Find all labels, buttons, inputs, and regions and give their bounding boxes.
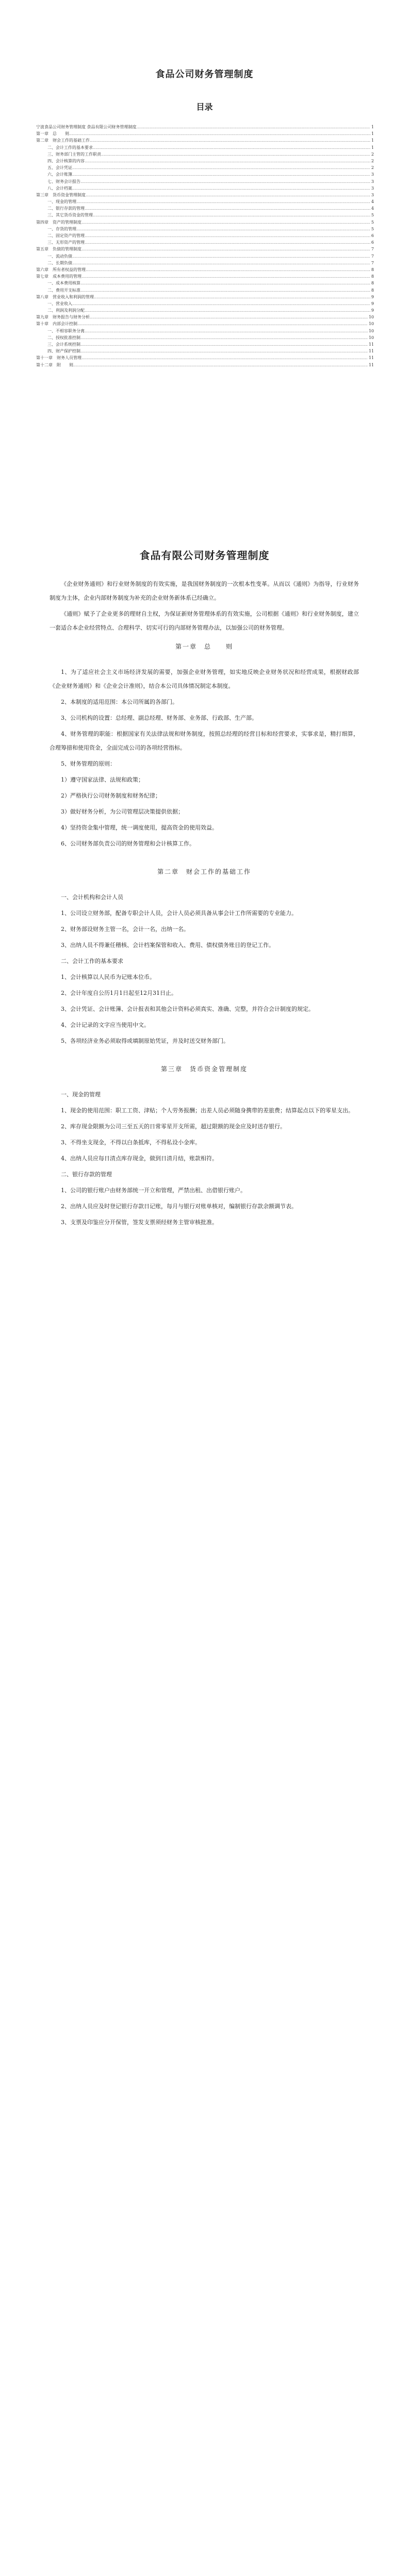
toc-entry[interactable] bbox=[36, 185, 374, 192]
toc-entry-title: 第一章 总 则 bbox=[36, 131, 69, 137]
toc-entry[interactable] bbox=[36, 266, 374, 273]
toc-entry-page: 8 bbox=[371, 287, 374, 293]
toc-entry-page: 2 bbox=[371, 165, 374, 171]
toc-entry-title: 一、不相容职务分离 bbox=[47, 328, 85, 333]
toc-entry[interactable] bbox=[36, 130, 374, 137]
toc-entry[interactable] bbox=[36, 294, 374, 300]
chapter-heading: 第三章 货币资金管理制度 bbox=[160, 1065, 248, 1073]
toc-entry-page: 2 bbox=[371, 158, 374, 163]
toc-entry-page: 8 bbox=[371, 267, 374, 272]
paragraph: 一、会计机构和会计人员 bbox=[61, 894, 123, 901]
toc-entry-page: 4 bbox=[371, 199, 374, 205]
toc-entry-page: 7 bbox=[371, 260, 374, 265]
toc-entry-page: 10 bbox=[368, 321, 374, 327]
toc-entry-page: 11 bbox=[368, 342, 374, 347]
toc-entry[interactable] bbox=[36, 334, 374, 341]
toc-entry-page: 11 bbox=[368, 349, 374, 354]
toc-entry-page: 5 bbox=[371, 213, 374, 218]
toc-entry[interactable] bbox=[36, 151, 374, 158]
toc-entry-title: 八、会计档案 bbox=[47, 185, 72, 191]
paragraph: 2）严格执行公司财务制度和财务纪律； bbox=[61, 792, 161, 799]
toc-leader-dots bbox=[90, 137, 370, 144]
toc-entry-title: 第九章 财务报告与财务分析 bbox=[36, 315, 90, 320]
paragraph: 1、公司的银行账户由财务部统一开立和管理，严禁出租、出借银行账户。 bbox=[61, 1187, 246, 1194]
paragraph: 1）遵守国家法律、法规和政策； bbox=[61, 776, 144, 783]
chapter-heading: 第一章 总 则 bbox=[175, 643, 233, 650]
toc-entry-page: 3 bbox=[371, 172, 374, 177]
toc-leader-dots bbox=[93, 144, 370, 151]
paragraph: 5、财务管理的原则： bbox=[61, 760, 116, 767]
paragraph: 1、公司设立财务部，配备专职会计人员，会计人员必须具备从事会计工作所需要的专业能力。 bbox=[61, 910, 297, 917]
toc-entry[interactable] bbox=[36, 348, 374, 354]
toc-entry-page: 9 bbox=[371, 308, 374, 313]
toc-entry-page: 10 bbox=[368, 328, 374, 333]
paragraph: 二、会计工作的基本要求 bbox=[61, 958, 123, 964]
toc-leader-dots bbox=[80, 348, 368, 354]
toc-leader-dots bbox=[86, 266, 370, 273]
paragraph: 1、为了适应社会主义市场经济发展的需要，加强企业财务管理，如实地反映企业财务状况和经营成果，根据财政部《企业财务通则》和《企业会计准则》，结合本公司具体情况制定本制度。 bbox=[50, 669, 359, 689]
toc-entry-page: 1 bbox=[371, 138, 374, 143]
toc-entry-title: 一、营业收入 bbox=[47, 301, 72, 306]
toc-leader-dots bbox=[80, 341, 368, 348]
paragraph: 6、公司财务部负责公司的财务管理和会计核算工作。 bbox=[61, 840, 195, 847]
paragraph: 3、支票及印鉴应分开保管，签发支票须经财务主管审核批准。 bbox=[61, 1219, 218, 1226]
toc-entry-title: 三、其它货币资金的管理 bbox=[47, 213, 93, 218]
toc-entry-page: 8 bbox=[371, 281, 374, 286]
toc-entry[interactable] bbox=[36, 158, 374, 164]
toc-leader-dots bbox=[90, 314, 368, 320]
toc-leader-dots bbox=[72, 300, 370, 307]
toc-leader-dots bbox=[85, 205, 370, 212]
toc-entry-title: 第六章 所有者权益的管理 bbox=[36, 267, 86, 272]
toc-entry-title: 第七章 成本费用的管理 bbox=[36, 274, 81, 279]
toc-leader-dots bbox=[85, 158, 370, 164]
toc-entry-title: 二、费用开支标准 bbox=[47, 287, 80, 293]
toc-leader-dots bbox=[85, 239, 370, 246]
toc-entry[interactable] bbox=[36, 314, 374, 320]
toc-entry-page: 1 bbox=[371, 145, 374, 150]
toc-entry[interactable] bbox=[36, 205, 374, 212]
paragraph: 2、本制度的适用范围：本公司所属的各部门。 bbox=[61, 699, 178, 705]
toc-leader-dots bbox=[86, 192, 370, 198]
toc-entry-title: 第四章 资产的管理制度 bbox=[36, 219, 81, 225]
toc-entry-page: 5 bbox=[371, 226, 374, 231]
toc-entry[interactable] bbox=[36, 253, 374, 260]
toc-entry-title: 一、流动负债 bbox=[47, 253, 72, 259]
chapter-heading: 第二章 财会工作的基础工作 bbox=[157, 868, 251, 875]
toc-entry[interactable] bbox=[36, 320, 374, 327]
toc-entry-title: 第二章 财会工作的基础工作 bbox=[36, 138, 90, 143]
toc-entry[interactable] bbox=[36, 341, 374, 348]
toc-entry[interactable] bbox=[36, 171, 374, 178]
toc-entry[interactable] bbox=[36, 212, 374, 218]
table-of-contents bbox=[36, 124, 374, 368]
toc-entry-title: 七、财务会计报告 bbox=[47, 179, 80, 184]
toc-leader-dots bbox=[72, 171, 370, 178]
toc-entry-title: 一、存货的管理 bbox=[47, 226, 76, 231]
toc-entry-title: 四、会计核算的内容 bbox=[47, 158, 85, 163]
paragraph: 二、银行存款的管理 bbox=[61, 1171, 112, 1178]
toc-leader-dots bbox=[85, 307, 370, 314]
paragraph: 《企业财务通则》和行业财务制度的有效实施，是我国财务制度的一次根本性变革。从而以《通则》为指导，行业财务制度为主体，企业内部财务制度为补充的企业财务新体系已经确立。 bbox=[50, 581, 359, 601]
paragraph: 2、库存现金限额为公司三至五天的日常零星开支所需，超过限额的现金应及时送存银行。 bbox=[61, 1123, 286, 1130]
toc-entry-title: 第八章 营业收入和利润的管理 bbox=[36, 294, 94, 299]
toc-entry-page: 1 bbox=[371, 125, 374, 129]
paragraph: 《通则》赋予了企业更多的理财自主权，为保证新财务管理体系的有效实施，公司根据《通则》和行业财务制度，建立一套适合本企业经营特点、合理科学、切实可行的内部财务管理办法，以加强公司的财务管理。 bbox=[50, 611, 359, 631]
toc-heading: 目录 bbox=[196, 102, 213, 112]
toc-entry-page: 7 bbox=[371, 253, 374, 259]
toc-entry[interactable] bbox=[36, 124, 374, 130]
paragraph: 2、会计年度自公历1月1日起至12月31日止。 bbox=[61, 990, 177, 996]
paragraph: 3、公司机构的设置：总经理、副总经理、财务部、业务部、行政部、生产部。 bbox=[61, 715, 257, 721]
toc-entry-page: 11 bbox=[368, 362, 374, 367]
toc-entry-title: 一、成本费用核算 bbox=[47, 281, 80, 286]
toc-entry-title: 第十一章 财务人员管理 bbox=[36, 355, 81, 361]
toc-entry[interactable] bbox=[36, 164, 374, 171]
toc-entry-title: 二、银行存款的管理 bbox=[47, 206, 85, 211]
toc-entry[interactable] bbox=[36, 198, 374, 205]
toc-entry-page: 8 bbox=[371, 274, 374, 279]
paragraph: 2、财务部设财务主管一名，会计一名，出纳一名。 bbox=[61, 926, 189, 933]
toc-leader-dots bbox=[73, 362, 368, 368]
toc-leader-dots bbox=[77, 320, 368, 327]
toc-leader-dots bbox=[81, 273, 370, 280]
toc-leader-dots bbox=[85, 232, 370, 239]
toc-entry-page: 3 bbox=[371, 192, 374, 197]
toc-entry-page: 3 bbox=[371, 185, 374, 191]
toc-leader-dots bbox=[80, 334, 368, 341]
paragraph: 4）坚持资金集中管理，统一调度使用，提高资金的使用效益。 bbox=[61, 824, 218, 831]
toc-entry[interactable] bbox=[36, 219, 374, 226]
toc-entry[interactable] bbox=[36, 137, 374, 144]
toc-entry-page: 1 bbox=[371, 131, 374, 137]
toc-leader-dots bbox=[80, 178, 370, 185]
paragraph: 4、出纳人员应每日清点库存现金，做到日清月结，账款相符。 bbox=[61, 1155, 218, 1162]
toc-entry-title: 四、财产保护控制 bbox=[47, 349, 80, 354]
toc-entry-page: 5 bbox=[371, 219, 374, 225]
toc-leader-dots bbox=[76, 226, 370, 232]
toc-entry-page: 10 bbox=[368, 315, 374, 320]
toc-entry-title: 三、会计系统控制 bbox=[47, 342, 80, 347]
toc-leader-dots bbox=[101, 151, 370, 158]
paragraph: 3、出纳人员不得兼任稽核、会计档案保管和收入、费用、债权债务账目的登记工作。 bbox=[61, 942, 274, 948]
toc-entry-title: 六、会计账簿 bbox=[47, 172, 72, 177]
toc-entry[interactable] bbox=[36, 362, 374, 368]
main-title: 食品有限公司财务管理制度 bbox=[139, 549, 270, 562]
paragraph: 5、各项经济业务必须取得或填制原始凭证，并及时送交财务部门。 bbox=[61, 1038, 229, 1044]
toc-entry-title: 第十二章 附 则 bbox=[36, 362, 73, 367]
paragraph: 1、会计核算以人民币为记账本位币。 bbox=[61, 974, 155, 980]
toc-entry[interactable] bbox=[36, 232, 374, 239]
paragraph: 3、会计凭证、会计账簿、会计报表和其他会计资料必须真实、准确、完整，并符合会计制度的规定。 bbox=[61, 1006, 314, 1012]
toc-leader-dots bbox=[85, 328, 368, 334]
toc-leader-dots bbox=[81, 246, 370, 252]
toc-leader-dots bbox=[80, 280, 370, 286]
toc-entry-page: 6 bbox=[371, 240, 374, 245]
toc-entry[interactable] bbox=[36, 280, 374, 286]
toc-entry-page: 10 bbox=[368, 335, 374, 340]
toc-entry[interactable] bbox=[36, 287, 374, 294]
toc-leader-dots bbox=[72, 253, 370, 260]
toc-entry-page: 3 bbox=[371, 179, 374, 184]
toc-entry-title: 二、长期负债 bbox=[47, 260, 72, 265]
toc-entry-page: 2 bbox=[371, 151, 374, 157]
paragraph: 1、现金的使用范围：职工工资、津贴；个人劳务报酬；出差人员必须随身携带的差旅费；结算起点以下的零星支出。 bbox=[61, 1107, 354, 1114]
toc-entry[interactable] bbox=[36, 328, 374, 334]
paragraph: 2、出纳人员应及时登记银行存款日记账，每月与银行对账单核对，编制银行存款余额调节表。 bbox=[61, 1203, 297, 1210]
document-title: 食品公司财务管理制度 bbox=[155, 69, 254, 80]
toc-entry-title: 二、授权批准控制 bbox=[47, 335, 80, 340]
toc-entry[interactable] bbox=[36, 273, 374, 280]
toc-entry-title: 宁波食品公司财务管理制度 食品有限公司财务管理制度 bbox=[36, 125, 137, 129]
toc-entry[interactable] bbox=[36, 192, 374, 198]
toc-entry[interactable] bbox=[36, 226, 374, 232]
toc-entry-page: 4 bbox=[371, 206, 374, 211]
toc-entry-title: 五、会计凭证 bbox=[47, 165, 72, 171]
toc-entry-title: 第十章 内部会计控制 bbox=[36, 321, 77, 327]
toc-leader-dots bbox=[81, 354, 368, 361]
toc-leader-dots bbox=[137, 124, 370, 130]
toc-leader-dots bbox=[72, 260, 370, 266]
toc-entry[interactable] bbox=[36, 144, 374, 151]
toc-entry-title: 第三章 货币资金管理制度 bbox=[36, 192, 86, 197]
toc-entry-page: 11 bbox=[368, 355, 374, 361]
toc-entry[interactable] bbox=[36, 178, 374, 185]
toc-leader-dots bbox=[80, 287, 370, 294]
paragraph: 一、现金的管理 bbox=[61, 1091, 101, 1098]
paragraph: 4、财务管理的职能：根据国家有关法律法规和财务制度，按照总经理的经营目标和经营要求，实事求是，精打细算，合理筹措和使用资金，全面完成公司的各项经营指标。 bbox=[50, 731, 359, 751]
toc-leader-dots bbox=[94, 294, 370, 300]
toc-entry-title: 三、财务部门主管的工作职责 bbox=[47, 151, 101, 157]
toc-entry[interactable] bbox=[36, 260, 374, 266]
paragraph: 3、不得坐支现金，不得以白条抵库，不得私设小金库。 bbox=[61, 1139, 201, 1146]
toc-entry-page: 9 bbox=[371, 301, 374, 306]
paragraph: 3）做好财务分析，为公司管理层决策提供依据； bbox=[61, 808, 184, 815]
paragraph: 4、会计记录的文字应当使用中文。 bbox=[61, 1022, 150, 1028]
toc-entry-title: 第五章 负债的管理制度 bbox=[36, 247, 81, 252]
toc-leader-dots bbox=[69, 130, 370, 137]
toc-entry[interactable] bbox=[36, 307, 374, 314]
toc-entry-title: 三、无形资产的管理 bbox=[47, 240, 85, 245]
toc-entry-title: 二、会计工作的基本要求 bbox=[47, 145, 93, 150]
toc-entry-page: 6 bbox=[371, 233, 374, 238]
toc-leader-dots bbox=[93, 212, 370, 218]
toc-leader-dots bbox=[72, 185, 370, 192]
toc-entry-page: 9 bbox=[371, 294, 374, 299]
toc-entry-title: 二、固定资产的管理 bbox=[47, 233, 85, 238]
toc-leader-dots bbox=[81, 219, 370, 226]
toc-entry-title: 一、现金的管理 bbox=[47, 199, 76, 205]
toc-entry[interactable] bbox=[36, 239, 374, 246]
toc-entry[interactable] bbox=[36, 354, 374, 361]
toc-entry[interactable] bbox=[36, 246, 374, 252]
toc-entry-title: 二、利润及利润分配 bbox=[47, 308, 85, 313]
document-body bbox=[50, 577, 359, 1231]
toc-leader-dots bbox=[72, 164, 370, 171]
toc-entry[interactable] bbox=[36, 300, 374, 307]
toc-leader-dots bbox=[76, 198, 370, 205]
toc-entry-page: 7 bbox=[371, 247, 374, 252]
